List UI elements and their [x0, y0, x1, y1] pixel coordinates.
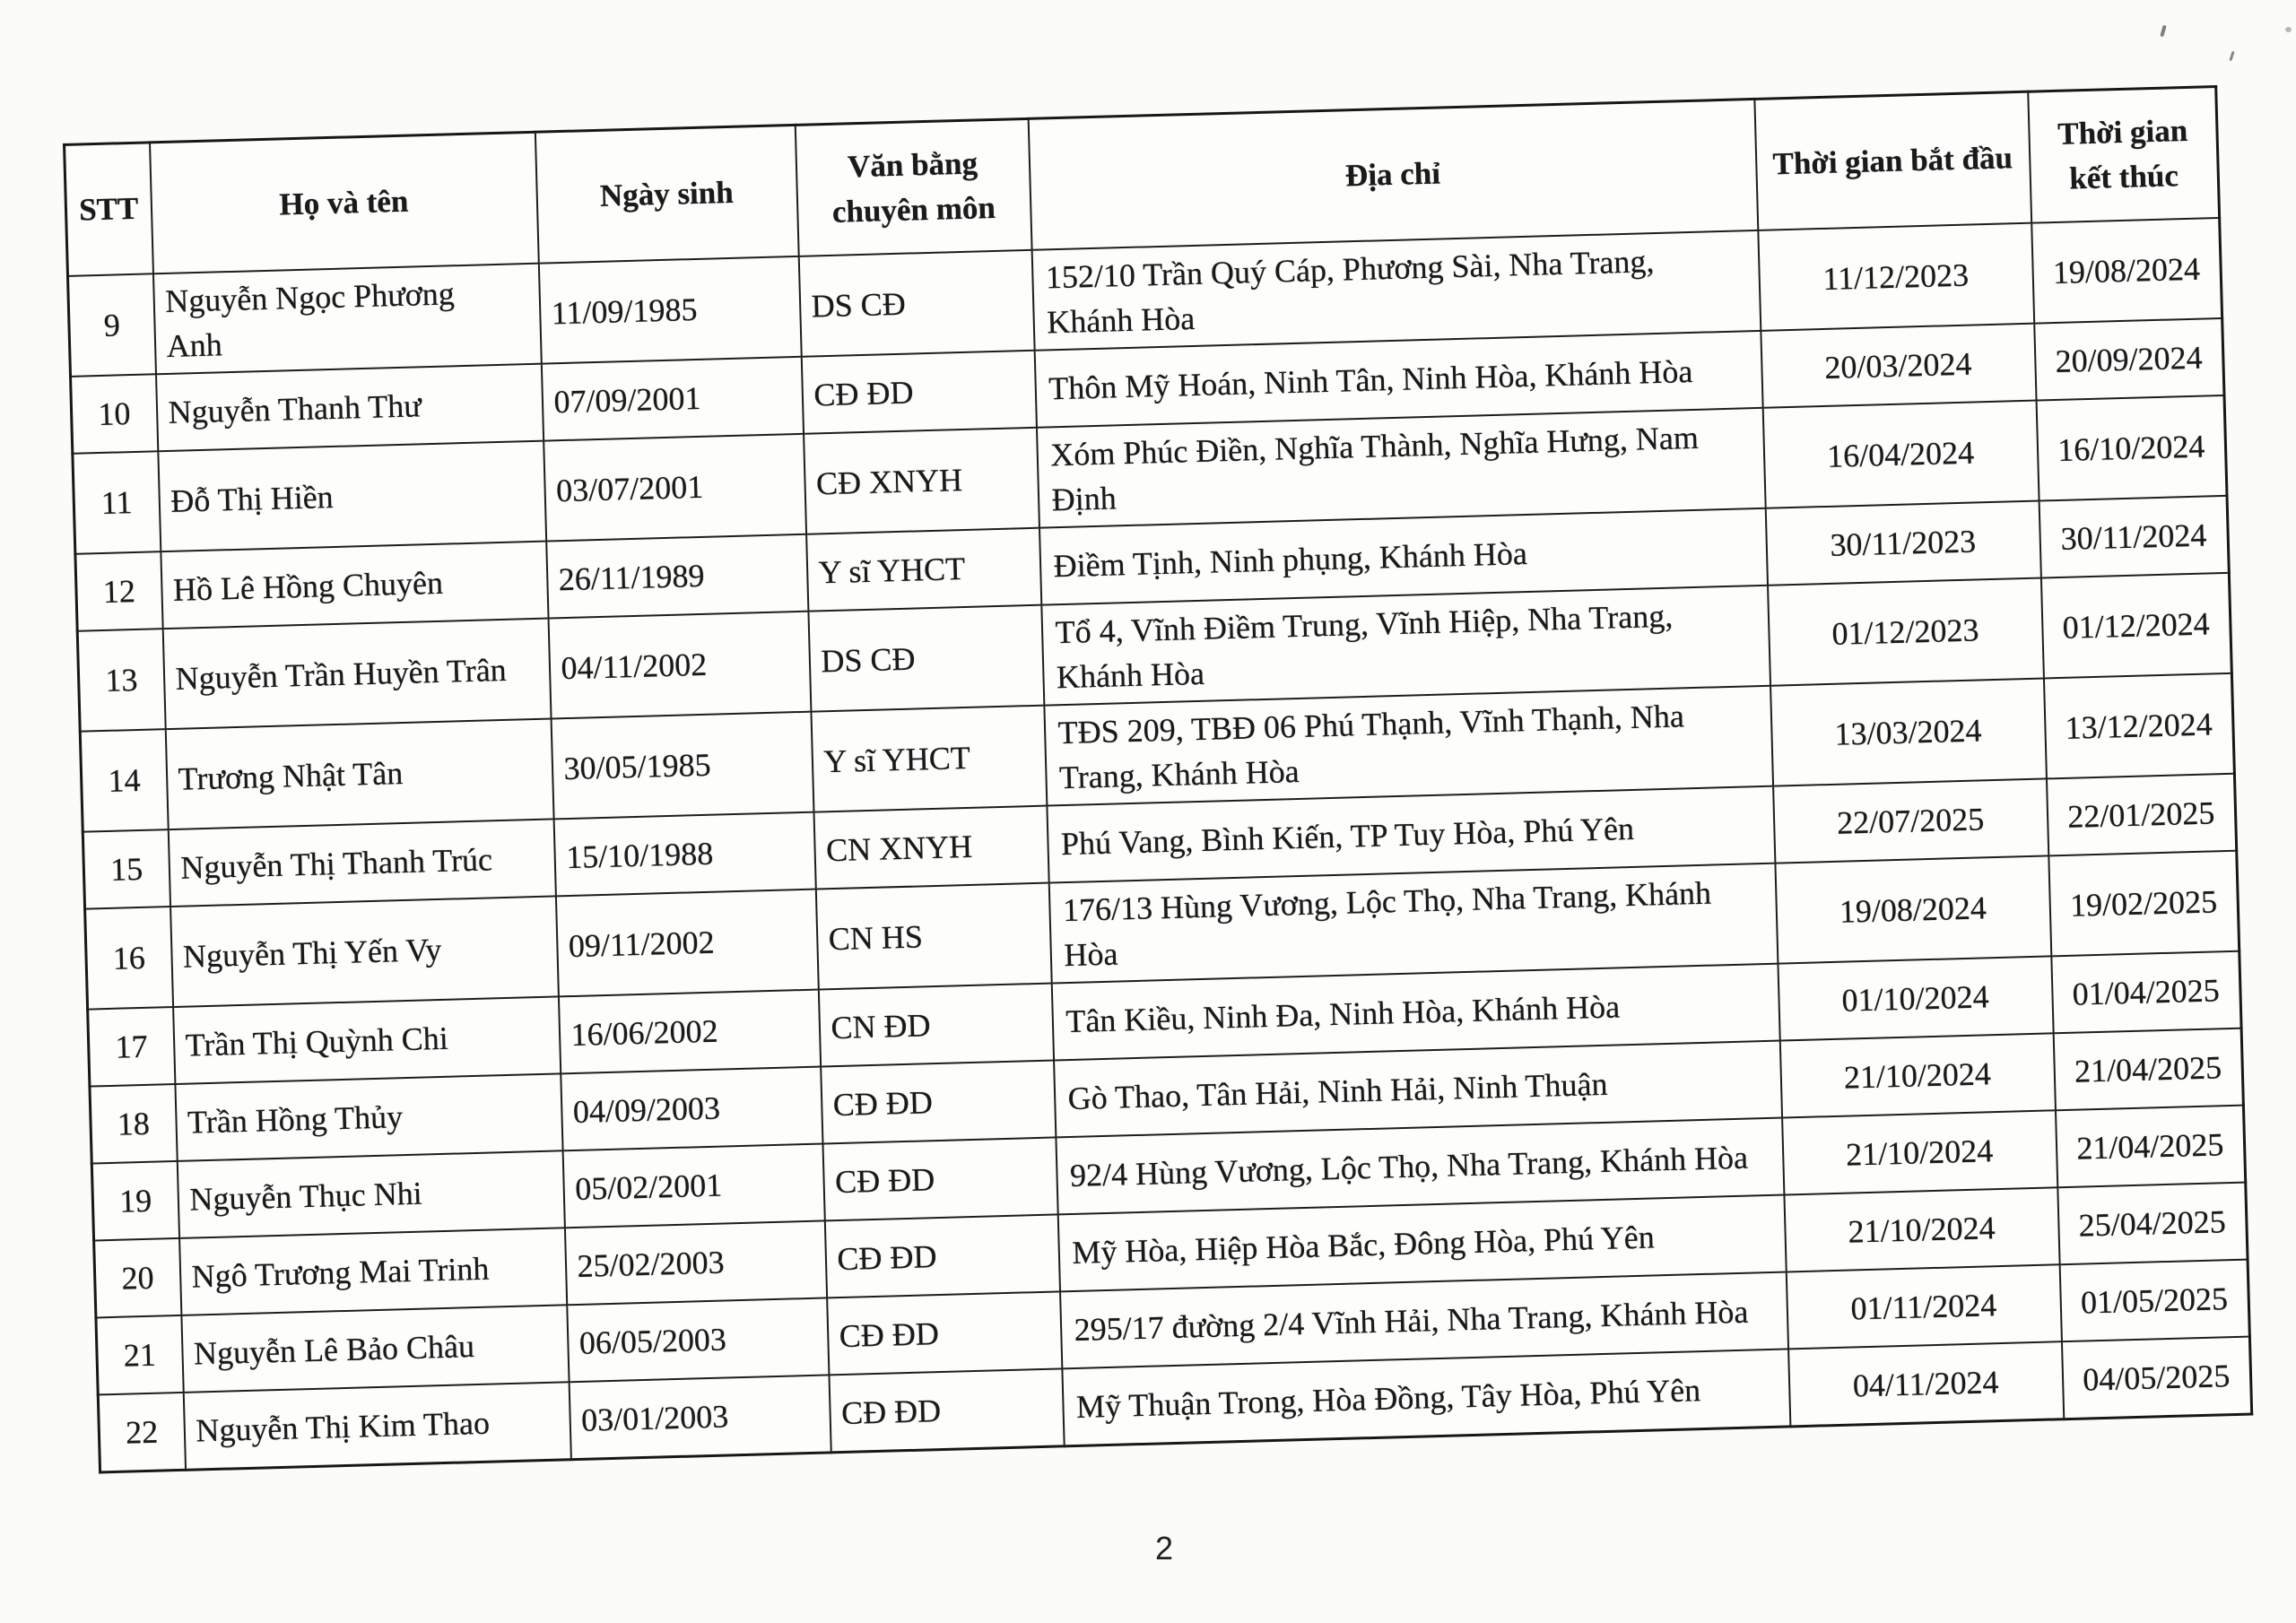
cell-end: 20/09/2024: [2034, 318, 2224, 401]
cell-address: 92/4 Hùng Vương, Lộc Thọ, Nha Trang, Khánh Hòa: [1056, 1118, 1784, 1215]
cell-stt: 10: [71, 374, 158, 454]
cell-dob: 03/01/2003: [569, 1376, 831, 1460]
cell-dob: 07/09/2001: [541, 357, 803, 441]
cell-address: Xóm Phúc Điền, Nghĩa Thành, Nghĩa Hưng, Nam Định: [1036, 408, 1765, 528]
cell-name: Nguyễn Ngọc Phương Anh: [152, 264, 541, 375]
cell-end: 01/04/2025: [2051, 951, 2241, 1034]
personnel-table: [63, 85, 2253, 1473]
cell-dob: 11/09/1985: [538, 256, 801, 364]
cell-end: 19/08/2024: [2031, 218, 2222, 324]
cell-address: 176/13 Hùng Vương, Lộc Thọ, Nha Trang, Khánh Hòa: [1048, 864, 1778, 984]
cell-stt: 13: [77, 629, 165, 732]
cell-name: Nguyễn Thanh Thư: [155, 364, 543, 452]
cell-dob: 03/07/2001: [544, 434, 806, 542]
cell-start: 21/10/2024: [1782, 1111, 2057, 1195]
cell-address: Phú Vang, Bình Kiến, TP Tuy Hòa, Phú Yên: [1047, 786, 1775, 883]
scan-speck: [2160, 25, 2166, 38]
cell-stt: 17: [88, 1007, 175, 1087]
cell-name: Nguyễn Thị Thanh Trúc: [168, 820, 555, 907]
cell-end: 19/02/2025: [2048, 851, 2239, 957]
cell-address: Điềm Tịnh, Ninh phụng, Khánh Hòa: [1039, 508, 1767, 605]
page-number: 2: [1155, 1530, 1174, 1567]
cell-name: Trần Thị Quỳnh Chi: [173, 997, 561, 1085]
cell-stt: 11: [73, 451, 161, 554]
cell-degree: CĐ ĐD: [827, 1292, 1062, 1376]
cell-dob: 15/10/1988: [553, 812, 815, 897]
cell-start: 22/07/2025: [1773, 779, 2048, 864]
cell-stt: 18: [90, 1084, 177, 1164]
cell-address: 152/10 Trần Quý Cáp, Phương Sài, Nha Trang, Khánh Hòa: [1031, 230, 1761, 351]
cell-name: Trần Hồng Thủy: [175, 1074, 562, 1162]
cell-degree: CĐ ĐD: [824, 1215, 1059, 1298]
cell-end: 01/12/2024: [2040, 573, 2231, 679]
cell-name: Nguyễn Thị Kim Thao: [183, 1383, 570, 1471]
cell-degree: Y sĩ YHCT: [806, 528, 1041, 612]
cell-end: 13/12/2024: [2043, 673, 2234, 779]
cell-degree: CĐ ĐD: [822, 1138, 1057, 1221]
cell-end: 04/05/2025: [2061, 1337, 2251, 1419]
cell-end: 01/05/2025: [2059, 1260, 2249, 1342]
cell-name: Nguyễn Trần Huyền Trân: [162, 619, 551, 730]
cell-degree: DS CĐ: [808, 605, 1044, 712]
cell-address: Thôn Mỹ Hoán, Ninh Tân, Ninh Hòa, Khánh Hòa: [1034, 331, 1762, 428]
cell-stt: 9: [68, 273, 156, 377]
cell-address: 295/17 đường 2/4 Vĩnh Hải, Nha Trang, Khánh Hòa: [1060, 1272, 1788, 1369]
cell-dob: 04/09/2003: [561, 1067, 822, 1151]
cell-address: Gò Thao, Tân Hải, Ninh Hải, Ninh Thuận: [1054, 1041, 1782, 1138]
cell-name: Nguyễn Thục Nhi: [177, 1151, 564, 1239]
header-address: Địa chỉ: [1028, 99, 1758, 249]
cell-start: 19/08/2024: [1775, 856, 2051, 964]
cell-end: 16/10/2024: [2036, 395, 2227, 501]
cell-end: 25/04/2025: [2057, 1183, 2248, 1265]
header-stt: STT: [65, 143, 153, 276]
cell-degree: Y sĩ YHCT: [811, 706, 1047, 812]
header-name: Họ và tên: [150, 132, 539, 273]
cell-stt: 22: [98, 1393, 185, 1472]
cell-start: 16/04/2024: [1762, 401, 2039, 508]
cell-stt: 20: [94, 1238, 181, 1318]
table-body: [68, 218, 2252, 1472]
cell-dob: 05/02/2001: [562, 1144, 824, 1228]
cell-stt: 14: [80, 729, 168, 832]
cell-degree: CN ĐD: [818, 984, 1053, 1067]
cell-start: 20/03/2024: [1761, 324, 2036, 408]
cell-stt: 16: [85, 907, 173, 1010]
cell-dob: 30/05/1985: [551, 712, 813, 820]
cell-dob: 04/11/2002: [548, 612, 811, 719]
header-end: Thời gian kết thúc: [2028, 87, 2220, 223]
cell-dob: 06/05/2003: [567, 1298, 829, 1383]
scan-speck: [2285, 27, 2292, 32]
cell-name: Hồ Lê Hồng Chuyên: [161, 542, 548, 629]
cell-degree: CĐ ĐD: [829, 1369, 1064, 1453]
cell-address: Mỹ Thuận Trong, Hòa Đồng, Tây Hòa, Phú Yên: [1062, 1350, 1790, 1446]
cell-name: Ngô Trương Mai Trinh: [179, 1228, 567, 1316]
cell-start: 01/10/2024: [1778, 957, 2053, 1041]
cell-end: 21/04/2025: [2055, 1106, 2245, 1188]
cell-address: Mỹ Hòa, Hiệp Hòa Bắc, Đông Hòa, Phú Yên: [1057, 1195, 1786, 1292]
cell-degree: CĐ ĐD: [821, 1061, 1056, 1144]
cell-name: Trương Nhật Tân: [165, 719, 553, 830]
cell-start: 21/10/2024: [1784, 1188, 2059, 1272]
cell-start: 01/11/2024: [1786, 1265, 2061, 1350]
cell-start: 13/03/2024: [1770, 679, 2047, 786]
scan-speck: [2229, 51, 2234, 61]
cell-end: 21/04/2025: [2053, 1028, 2243, 1111]
cell-start: 04/11/2024: [1788, 1342, 2064, 1427]
cell-end: 22/01/2025: [2046, 774, 2236, 856]
cell-degree: DS CĐ: [798, 250, 1034, 357]
header-dob: Ngày sinh: [535, 125, 798, 263]
cell-address: Tân Kiều, Ninh Đa, Ninh Hòa, Khánh Hòa: [1051, 964, 1779, 1061]
cell-dob: 16/06/2002: [558, 990, 820, 1074]
cell-degree: CĐ ĐD: [801, 351, 1036, 434]
cell-address: Tổ 4, Vĩnh Điềm Trung, Vĩnh Hiệp, Nha Trang, Khánh Hòa: [1041, 586, 1770, 706]
cell-start: 21/10/2024: [1779, 1034, 2055, 1118]
cell-start: 01/12/2023: [1768, 578, 2044, 686]
cell-dob: 26/11/1989: [546, 534, 808, 619]
scanned-sheet: [63, 85, 2253, 1473]
cell-degree: CN HS: [815, 883, 1051, 990]
header-start: Thời gian bắt đầu: [1754, 91, 2031, 230]
cell-degree: CN XNYH: [813, 806, 1048, 890]
cell-address: TĐS 209, TBĐ 06 Phú Thạnh, Vĩnh Thạnh, Nha Trang, Khánh Hòa: [1044, 686, 1773, 806]
cell-stt: 12: [75, 551, 162, 631]
cell-stt: 19: [91, 1161, 178, 1241]
cell-end: 30/11/2024: [2039, 496, 2229, 578]
cell-dob: 25/02/2003: [564, 1221, 826, 1306]
cell-name: Nguyễn Lê Bảo Châu: [181, 1306, 569, 1393]
cell-dob: 09/11/2002: [555, 890, 818, 997]
cell-name: Nguyễn Thị Yến Vy: [170, 897, 559, 1008]
cell-stt: 15: [83, 829, 170, 909]
header-degree: Văn bằng chuyên môn: [795, 118, 1031, 256]
cell-name: Đỗ Thị Hiền: [158, 441, 546, 552]
cell-start: 30/11/2023: [1765, 501, 2040, 586]
cell-stt: 21: [96, 1315, 183, 1395]
cell-start: 11/12/2023: [1758, 223, 2034, 331]
cell-degree: CĐ XNYH: [804, 428, 1039, 534]
